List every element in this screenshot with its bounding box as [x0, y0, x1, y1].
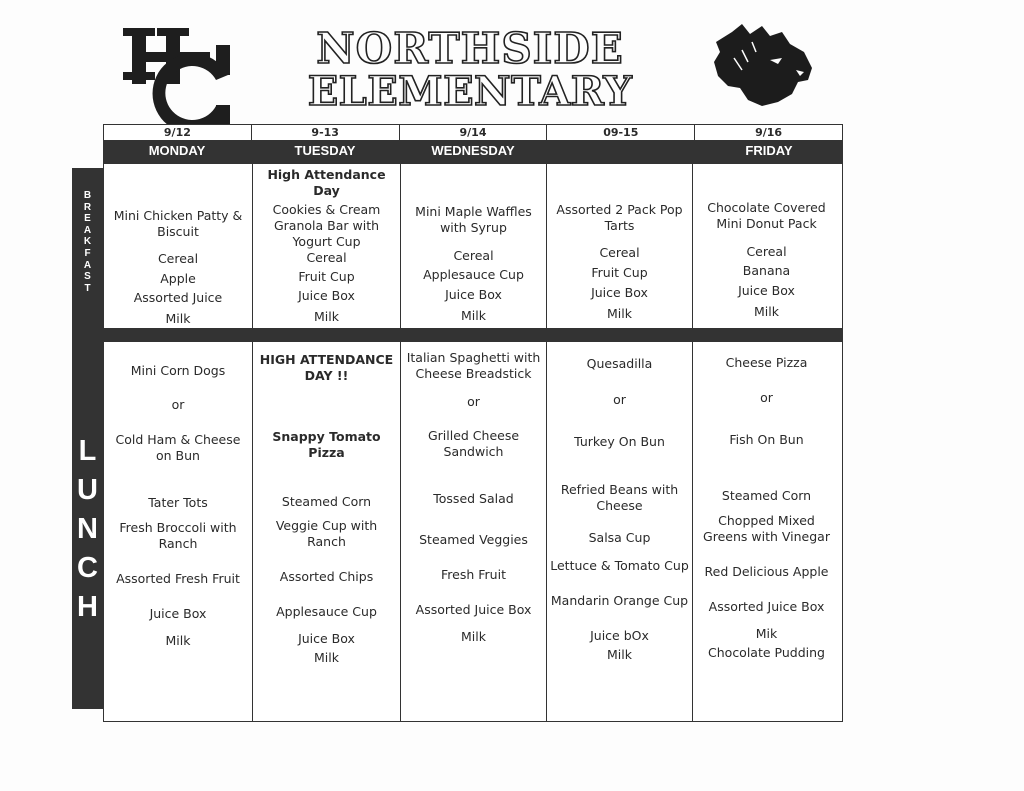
lunch-letter: C	[77, 552, 98, 584]
lunch-item: Mini Corn Dogs	[130, 363, 226, 378]
date-friday: 9/16	[755, 126, 783, 139]
menu-grid	[103, 163, 843, 722]
lunch-item: Assorted Juice Box	[415, 602, 532, 617]
day-friday: FRIDAY	[745, 143, 793, 158]
day-column	[401, 164, 547, 721]
lunch-item: or	[760, 390, 773, 405]
date-row	[103, 124, 843, 141]
breakfast-item: Cereal	[157, 251, 199, 266]
day-column	[104, 164, 253, 721]
lunch-item: Milk	[314, 650, 339, 665]
breakfast-item: Apple	[160, 271, 196, 286]
day-column	[253, 164, 401, 721]
breakfast-item: Milk	[165, 311, 191, 326]
lunch-item: Fish On Bun	[729, 432, 804, 447]
breakfast-item: Applesauce Cup	[423, 267, 524, 282]
breakfast-label	[72, 190, 103, 294]
lunch-item: Steamed Corn	[721, 488, 812, 503]
breakfast-letter: B	[83, 190, 92, 201]
breakfast-item: Milk	[754, 304, 779, 319]
lunch-item: Mik	[755, 626, 778, 641]
lunch-item: Turkey On Bun	[574, 434, 665, 449]
day-column	[693, 164, 840, 721]
lunch-item: Veggie Cup with Ranch	[275, 518, 378, 549]
breakfast-item: Juice Box	[591, 285, 648, 300]
breakfast-item: Juice Box	[445, 287, 502, 302]
date-thursday: 09-15	[547, 125, 695, 140]
title-line-1: NORTHSIDE	[316, 24, 624, 73]
breakfast-item: Milk	[607, 306, 632, 321]
day-tuesday: TUESDAY	[294, 143, 356, 158]
lunch-item: Milk	[461, 629, 486, 644]
breakfast-item: Cereal	[746, 244, 787, 259]
breakfast-item: Cereal	[306, 250, 347, 265]
breakfast-letter: A	[83, 224, 92, 236]
lunch-item: or	[613, 392, 626, 407]
day-column	[547, 164, 693, 721]
breakfast-item: Chocolate Covered Mini Donut Pack	[707, 200, 826, 231]
day-monday: MONDAY	[148, 143, 206, 158]
breakfast-item: Cereal	[599, 245, 640, 260]
lunch-item: Steamed Veggies	[419, 532, 528, 547]
breakfast-item: Juice Box	[738, 283, 795, 298]
breakfast-item: Fruit Cup	[591, 265, 648, 280]
date-tuesday: 9-13	[252, 125, 400, 140]
lunch-item: Applesauce Cup	[276, 604, 377, 619]
date-monday: 9/12	[104, 125, 252, 140]
breakfast-item: Milk	[461, 308, 486, 323]
lunch-item: Mandarin Orange Cup	[550, 593, 689, 608]
breakfast-item: Cereal	[453, 248, 494, 263]
lunch-item: Red Delicious Apple	[704, 564, 829, 579]
lunch-item: Quesadilla	[586, 356, 653, 371]
breakfast-item: Mini Maple Waffles with Syrup	[415, 204, 532, 235]
lunch-letter: L	[78, 435, 97, 467]
lunch-item: Tater Tots	[148, 495, 208, 510]
lunch-item: Tossed Salad	[433, 491, 514, 506]
day-row	[103, 141, 843, 163]
day-wednesday: WEDNESDAY	[431, 143, 515, 158]
menu-table	[72, 124, 844, 722]
breakfast-letter: T	[84, 282, 91, 294]
lunch-letter: N	[77, 513, 98, 545]
breakfast-letter: R	[83, 201, 92, 213]
lunch-item: or	[171, 397, 185, 412]
breakfast-item: Juice Box	[298, 288, 355, 303]
lunch-item: HIGH ATTENDANCE DAY !!	[259, 352, 394, 383]
lunch-item: Snappy Tomato Pizza	[272, 429, 381, 460]
lunch-item: or	[467, 394, 480, 409]
lunch-item: Fresh Broccoli with Ranch	[119, 520, 237, 551]
lunch-item: Assorted Fresh Fruit	[116, 571, 240, 586]
breakfast-letter: S	[84, 271, 91, 283]
lunch-item: Steamed Corn	[281, 494, 372, 509]
lunch-label	[72, 432, 103, 627]
lunch-item: Assorted Juice Box	[708, 599, 825, 614]
lunch-item: Grilled Cheese Sandwich	[427, 428, 520, 459]
lunch-letter: U	[77, 474, 98, 506]
breakfast-item: Milk	[314, 309, 339, 324]
title-line-2: ELEMENTARY	[307, 68, 633, 115]
breakfast-item: High Attendance Day	[267, 167, 386, 198]
breakfast-letter: F	[84, 247, 91, 259]
lunch-item: Chopped Mixed Greens with Vinegar	[703, 513, 830, 544]
lunch-item: Fresh Fruit	[441, 567, 506, 582]
breakfast-item: Banana	[742, 263, 791, 278]
breakfast-item: Assorted Juice	[133, 290, 223, 305]
lunch-item: Juice Box	[149, 606, 207, 621]
breakfast-item: Mini Chicken Patty & Biscuit	[113, 208, 243, 239]
lunch-item: Cheese Pizza	[725, 355, 808, 370]
breakfast-letter: E	[84, 213, 91, 225]
date-wednesday: 9/14	[400, 125, 548, 140]
breakfast-letter: K	[83, 236, 92, 248]
lunch-item: Milk	[607, 647, 632, 662]
breakfast-item: Cookies & Cream Granola Bar with Yogurt Cup	[272, 202, 381, 249]
lunch-item: Assorted Chips	[279, 569, 374, 584]
day-thursday	[547, 141, 695, 163]
lunch-item: Salsa Cup	[588, 530, 651, 545]
lunch-item: Lettuce & Tomato Cup	[550, 558, 689, 573]
hc-logo	[120, 20, 235, 130]
lunch-item: Italian Spaghetti with Cheese Breadstick	[406, 350, 541, 381]
school-title	[270, 24, 670, 115]
lunch-item: Milk	[165, 633, 191, 648]
lunch-item: Juice Box	[298, 631, 355, 646]
lunch-item: Refried Beans with Cheese	[560, 482, 679, 513]
breakfast-letter: A	[83, 259, 92, 271]
lunch-item: Juice bOx	[590, 628, 649, 643]
breakfast-item: Assorted 2 Pack Pop Tarts	[556, 202, 683, 233]
lunch-item: Chocolate Pudding	[708, 645, 825, 660]
lunch-letter: H	[77, 591, 98, 623]
meal-sidebar	[72, 168, 103, 709]
breakfast-item: Fruit Cup	[298, 269, 355, 284]
lunch-item: Cold Ham & Cheese on Bun	[115, 432, 241, 463]
horse-head-icon	[712, 22, 814, 108]
